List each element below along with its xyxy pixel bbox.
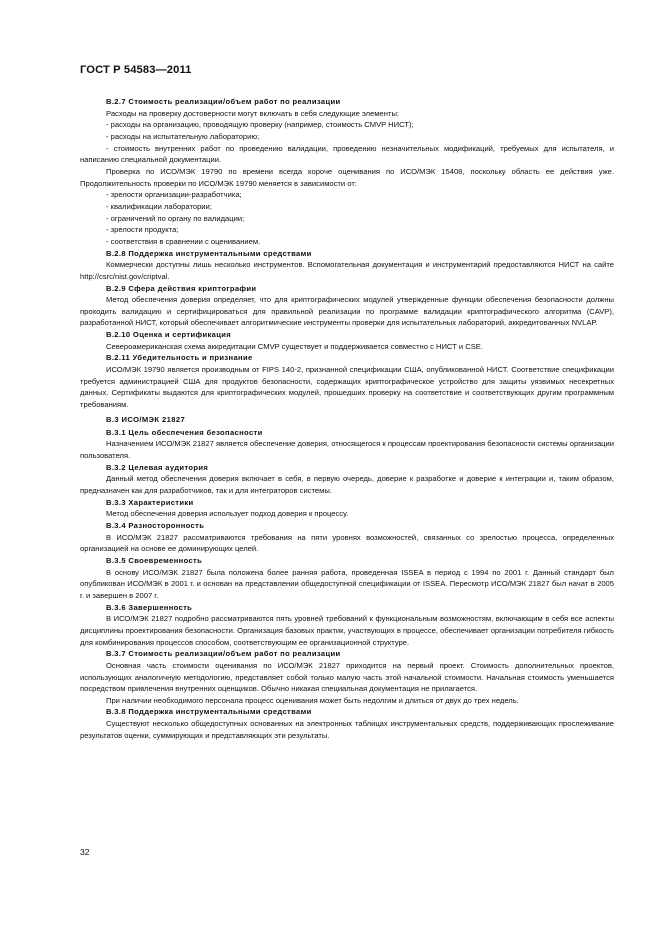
paragraph: В ИСО/МЭК 21827 подробно рассматриваются пять уровней требований к функциональным возможностям, включающим в себя все аспекты дисциплины проектирования безопасности. Организация базовых практик, участвующих в процессе, обеспечивает организации потребителя гибкость для комбинирования процессов способом, соответствующим ее организационной структуре. [80,614,614,647]
paragraph: - квалификации лаборатории; [106,201,212,211]
page-number: 32 [80,847,90,857]
paragraph: Метод обеспечения доверия использует подход доверия к процессу. [106,509,349,519]
section-heading: В.3.7 Стоимость реализации/объем работ по реализации [106,649,341,659]
section-heading: В.2.9 Сфера действия криптографии [106,283,257,293]
section-heading: В.2.11 Убедительность и признание [106,353,253,363]
paragraph: Назначением ИСО/МЭК 21827 является обеспечение доверия, относящегося к процессам проектирования безопасности системы организации пользователя. [80,439,614,461]
paragraph: В ИСО/МЭК 21827 рассматриваются требования на пяти уровнях возможностей, связанных со зрелостью процесса, определенных организацией на основе ее доминирующих целей. [80,532,614,554]
paragraph: Существуют несколько общедоступных основанных на электронных таблицах инструментальных средств, поддерживающих прослеживание результатов оценки, суммирующих и представляющих эти результаты. [80,719,614,740]
section-heading: В.3.8 Поддержка инструментальными средствами [106,707,312,717]
section-heading: В.2.10 Оценка и сертификация [106,330,232,340]
document-header: ГОСТ Р 54583—2011 [80,64,192,76]
paragraph: Основная часть стоимости оценивания по ИСО/МЭК 21827 приходится на первый проект. Стоимость дополнительных проектов, использующих аналогичную методологию, представляет собой только малую часть этой начальной стоимости. Начальная стоимость уменьшается посредством привлечения внутренних оценщиков. Обычно никакая специальная документация не прилагается. [80,660,614,694]
section-heading: В.2.8 Поддержка инструментальными средствами [106,248,312,258]
section-heading: В.2.7 Стоимость реализации/объем работ по реализации [106,97,341,106]
section-heading: В.3.2 Целевая аудитория [106,462,209,472]
document-body [80,96,614,741]
paragraph: Коммерчески доступны лишь несколько инструментов. Вспомогательная документация и инструментарий предоставляются НИСТ на сайте http://csrc/nist.gov/criptval. [80,260,614,281]
paragraph: Данный метод обеспечения доверия включает в себя, в первую очередь, доверие к разработке и доверие к интеграции и, таким образом, предназначен как для разработчиков, так и для интеграторов системы. [80,474,614,495]
paragraph: - зрелости продукта; [106,225,179,235]
paragraph: - расходы на испытательную лабораторию; [106,131,260,141]
paragraph: - стоимость внутренних работ по проведению валидации, проведению незначительных модификаций, требуемых для испытателя, и написанию специальной документации. [80,143,614,165]
paragraph: В основу ИСО/МЭК 21827 была положена более ранняя работа, проведенная ISSEA в период с 1994 по 2001 г. Данный стандарт был опубликован ИСО/МЭК в 2001 г. и основан на представлении общедоступной спецификации от ISSEA. Пересмотр ИСО/МЭК 21827 был начат в 2005 г. и завершен в 2007 г. [80,567,614,600]
section-heading: В.3.1 Цель обеспечения безопасности [106,427,263,437]
section-heading: В.3 ИСО/МЭК 21827 [106,414,186,424]
paragraph: - ограничений по органу по валидации; [106,213,245,223]
paragraph: Проверка по ИСО/МЭК 19790 по времени всегда короче оценивания по ИСО/МЭК 15408, поскольку область ее действия уже. Продолжительность проверки по ИСО/МЭК 19790 меняется в зависимости от: [80,166,614,188]
paragraph: - расходы на организацию, проводящую проверку (например, стоимость CMVP НИСТ); [106,120,414,130]
section-heading: В.3.6 Завершенность [106,602,193,612]
paragraph: - соответствия в сравнении с оцениванием. [106,236,261,246]
paragraph: Североамериканская схема аккредитации CMVP существует и поддерживается совместно с НИСТ и CSE. [106,341,483,351]
paragraph: ИСО/МЭК 19790 является производным от FIPS 140-2, признанной спецификации США, опубликованной НИСТ. Соответствие спецификации требуется администрацией США для продуктов безопасности, содержащих криптографическое устройство для защиты уязвимых несекретных данных. Сертификаты выдаются для криптографических модулей, прошедших проверку на соответствие и соответствующих другим программным требованиям. [80,365,614,410]
paragraph: При наличии необходимого персонала процесс оценивания может быть недолгим и длиться от двух до трех недель. [106,695,519,705]
section-heading: В.3.3 Характеристики [106,497,194,507]
section-heading: В.3.5 Своевременность [106,555,203,565]
paragraph: - зрелости организации-разработчика; [106,190,242,200]
section-heading: В.3.4 Разносторонность [106,520,205,530]
paragraph: Метод обеспечения доверия определяет, что для криптографических модулей утвержденные функции обеспечения безопасности должны проходить валидацию и сертифицироваться для правильной реализации по программе валидации криптографического алгоритма (CAVP), разработанной НИСТ, который обеспечивает алгоритмические инструменты проверки для испытательных лабораторий, аккредитованных NVLAP. [80,295,614,328]
paragraph: Расходы на проверку достоверности могут включать в себя следующие элементы: [106,108,400,118]
